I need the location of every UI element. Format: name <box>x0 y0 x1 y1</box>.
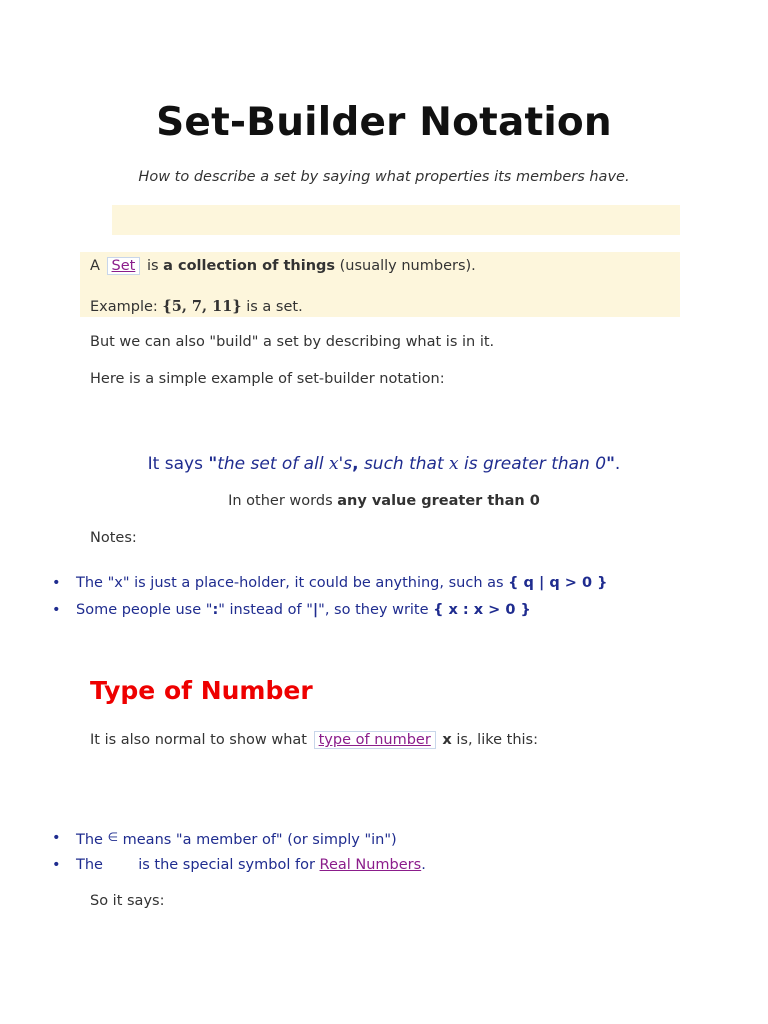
type-paragraph <box>90 731 538 749</box>
open-quote: " <box>208 454 218 474</box>
element-of-symbol: ∈ <box>107 830 119 844</box>
type-para-var: x <box>442 732 452 748</box>
bullet-icon: • <box>52 830 61 846</box>
list-item <box>52 575 732 602</box>
other-words-bold: any value greater than 0 <box>337 493 540 509</box>
ad-banner <box>112 205 680 235</box>
type-note-period: . <box>421 857 426 873</box>
var-x-1: x <box>328 454 339 474</box>
type-para-suffix: is, like this: <box>456 732 538 748</box>
definition-prefix: A <box>90 258 100 274</box>
close-quote: " <box>606 454 615 474</box>
note-bold: { q | q > 0 } <box>508 575 608 591</box>
example-label: Example: <box>90 299 158 315</box>
it-says-line <box>0 454 768 474</box>
quote-part-3: such that <box>358 454 450 474</box>
note-text-b: " instead of " <box>218 602 313 618</box>
type-para-prefix: It is also normal to show what <box>90 732 307 748</box>
example-line <box>90 298 303 315</box>
type-of-number-link[interactable]: type of number <box>318 732 431 748</box>
type-of-number-link-box[interactable] <box>314 731 436 749</box>
example-suffix: is a set. <box>246 299 303 315</box>
type-note-prefix: The <box>76 832 103 848</box>
definition-line <box>90 257 476 275</box>
para-build: But we can also "build" a set by describing what is in it. <box>90 334 495 350</box>
quote-part-2: 's <box>338 454 353 474</box>
definition-suffix: (usually numbers). <box>339 258 476 274</box>
note-text: The "x" is just a place-holder, it could be anything, such as <box>76 575 509 591</box>
quote-part-4: is greater than 0 <box>458 454 607 474</box>
note-symbol-bar: | <box>312 602 319 618</box>
bullet-icon: • <box>52 602 61 618</box>
type-note-prefix: The <box>76 857 103 873</box>
set-link-box[interactable] <box>107 257 141 275</box>
quote-part-1: the set of all <box>217 454 329 474</box>
page-title: Set-Builder Notation <box>156 100 612 145</box>
notes-label: Notes: <box>90 530 137 546</box>
list-item <box>52 830 732 857</box>
section-heading: Type of Number <box>90 676 313 705</box>
note-bold: { x : x > 0 } <box>433 602 531 618</box>
bullet-icon: • <box>52 575 61 591</box>
notes-list <box>52 575 732 629</box>
list-item <box>52 857 732 884</box>
definition-is: is <box>146 258 159 274</box>
para-simple: Here is a simple example of set-builder notation: <box>90 371 445 387</box>
it-says-prefix: It says <box>147 454 203 474</box>
other-words-line <box>0 493 768 509</box>
note-symbol-colon: : <box>212 602 219 618</box>
var-x-2: x <box>449 454 459 474</box>
quote-comma: , <box>352 454 359 474</box>
real-numbers-link[interactable]: Real Numbers <box>319 857 422 873</box>
it-says-period: . <box>614 454 621 474</box>
bullet-icon: • <box>52 857 61 873</box>
type-notes-list <box>52 830 732 884</box>
page-subtitle: How to describe a set by saying what properties its members have. <box>138 169 630 185</box>
so-it-says: So it says: <box>90 893 165 909</box>
definition-bold: a collection of things <box>163 258 336 274</box>
other-words-prefix: In other words <box>228 493 333 509</box>
list-item <box>52 602 732 629</box>
set-link[interactable]: Set <box>111 258 136 274</box>
note-text-c: ", so they write <box>318 602 434 618</box>
type-note-suffix: is the special symbol for <box>138 857 315 873</box>
note-text-a: Some people use " <box>76 602 213 618</box>
example-value: {5, 7, 11} <box>162 298 242 315</box>
type-note-suffix: means "a member of" (or simply "in") <box>122 832 397 848</box>
